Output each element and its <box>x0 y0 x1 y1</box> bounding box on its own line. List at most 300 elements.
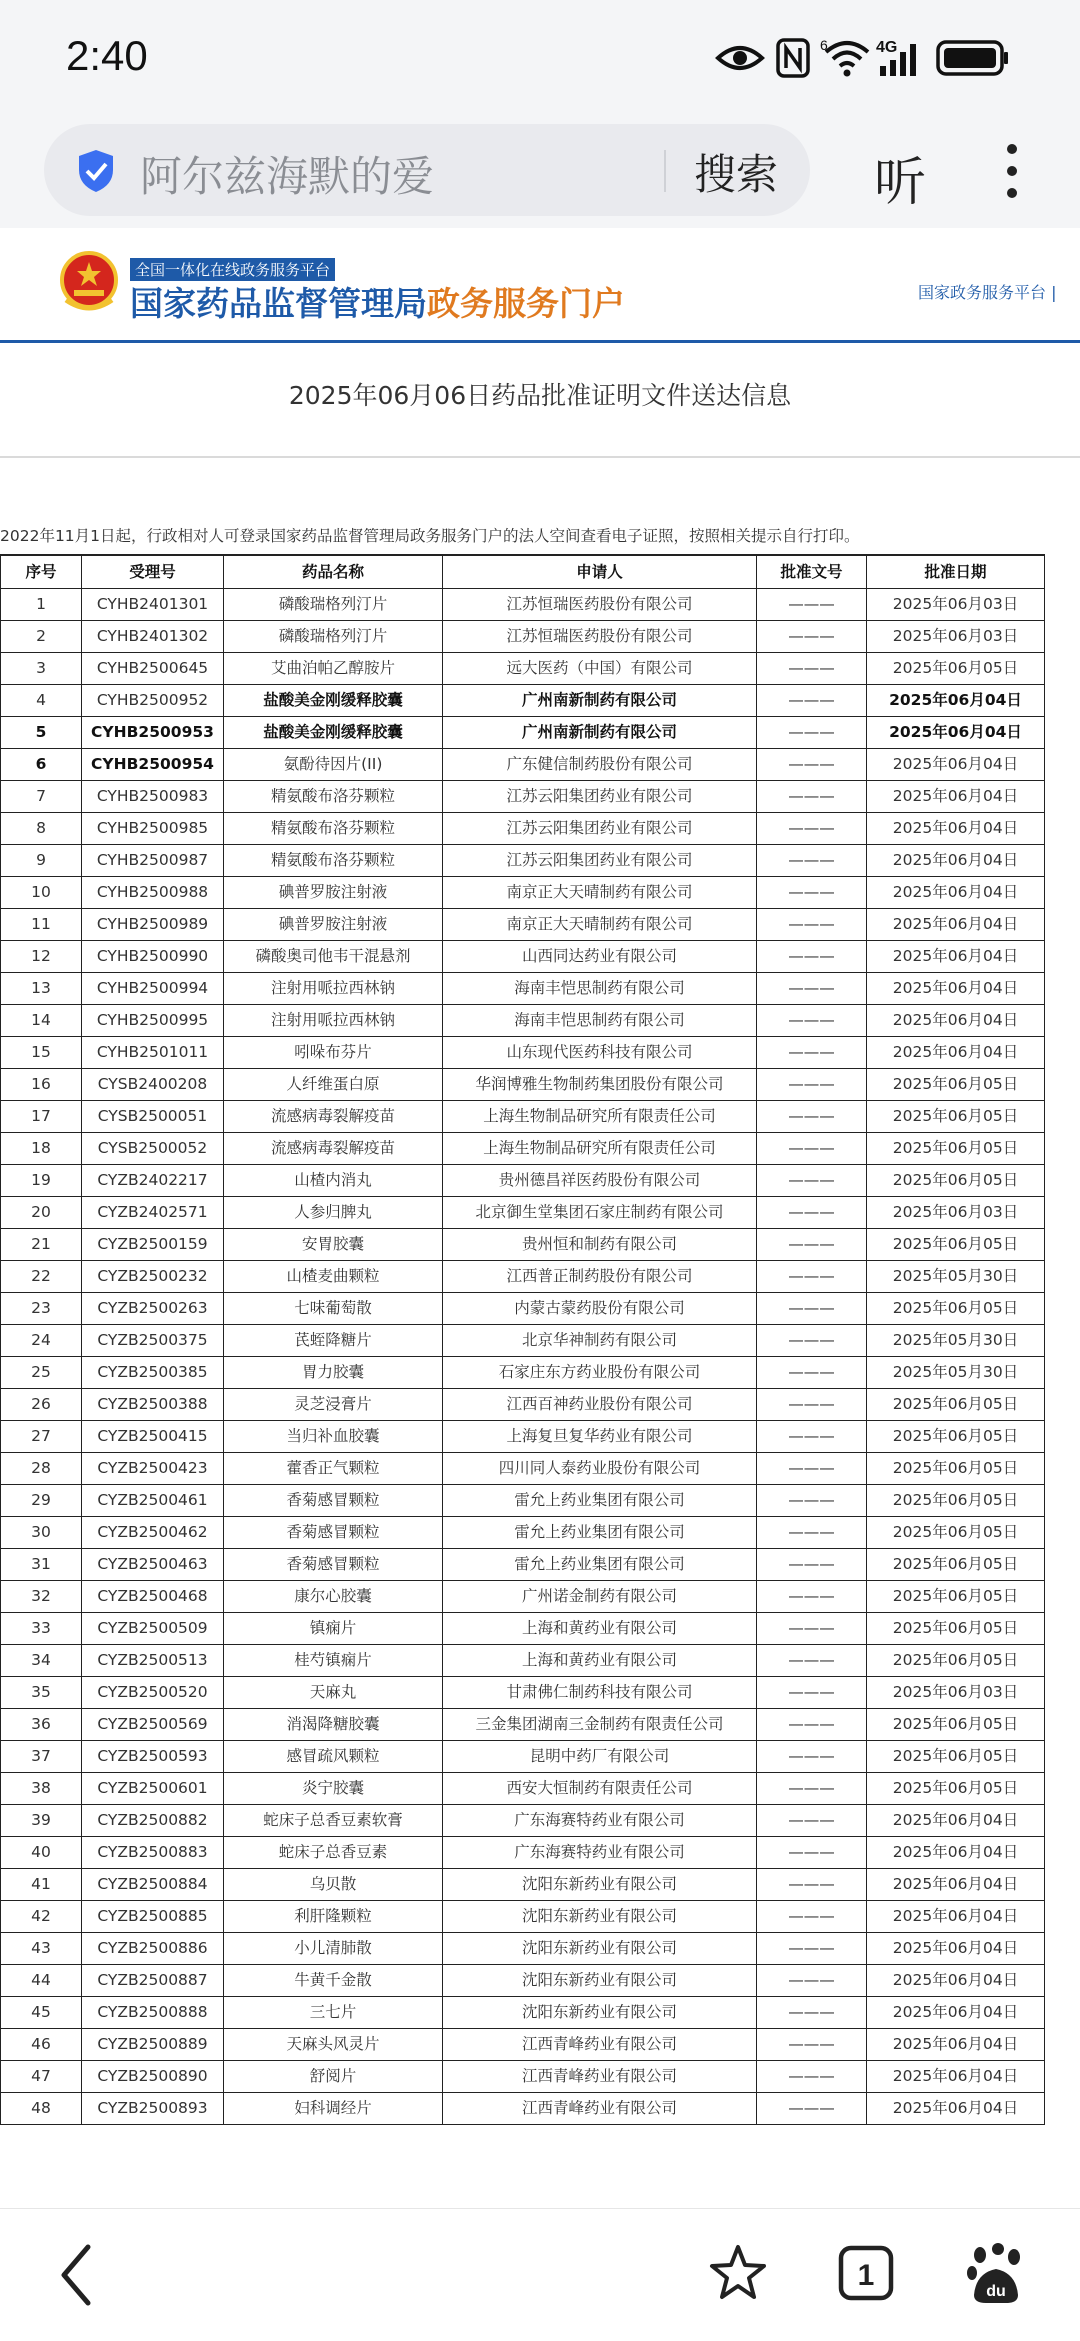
table-row <box>1 589 1045 621</box>
cell-acceptance-no: CYZB2500890 <box>82 2061 224 2093</box>
cell-approval-date: 2025年06月05日 <box>867 1773 1045 1805</box>
cell-applicant: 沈阳东新药业有限公司 <box>443 1997 757 2029</box>
search-button[interactable]: 搜索 <box>694 150 779 199</box>
cell-index: 16 <box>1 1069 82 1101</box>
cell-approval-no: ——— <box>757 1901 867 1933</box>
cell-applicant: 广州南新制药有限公司 <box>443 685 757 717</box>
cell-index: 4 <box>1 685 82 717</box>
table-row <box>1 621 1045 653</box>
cell-approval-date: 2025年06月05日 <box>867 1549 1045 1581</box>
cell-approval-no: ——— <box>757 781 867 813</box>
table-row <box>1 813 1045 845</box>
cell-applicant: 广东海赛特药业有限公司 <box>443 1805 757 1837</box>
table-row <box>1 685 1045 717</box>
table-row <box>1 1581 1045 1613</box>
cell-acceptance-no: CYZB2500468 <box>82 1581 224 1613</box>
cell-drug-name: 当归补血胶囊 <box>224 1421 443 1453</box>
cell-approval-date: 2025年06月05日 <box>867 1453 1045 1485</box>
cell-approval-date: 2025年06月05日 <box>867 1133 1045 1165</box>
cell-drug-name: 流感病毒裂解疫苗 <box>224 1101 443 1133</box>
cell-drug-name: 人参归脾丸 <box>224 1197 443 1229</box>
cell-approval-date: 2025年06月04日 <box>867 1933 1045 1965</box>
cell-approval-no: ——— <box>757 1677 867 1709</box>
table-row <box>1 1677 1045 1709</box>
table-row <box>1 1869 1045 1901</box>
status-time: 2:40 <box>66 32 148 79</box>
cell-approval-no: ——— <box>757 1069 867 1101</box>
cell-acceptance-no: CYZB2500520 <box>82 1677 224 1709</box>
cell-index: 22 <box>1 1261 82 1293</box>
cell-approval-date: 2025年06月05日 <box>867 1101 1045 1133</box>
cell-acceptance-no: CYZB2500513 <box>82 1645 224 1677</box>
header-approval-no: 批准文号 <box>757 555 867 589</box>
cell-applicant: 内蒙古蒙药股份有限公司 <box>443 1293 757 1325</box>
table-row <box>1 941 1045 973</box>
cell-index: 2 <box>1 621 82 653</box>
cell-applicant: 上海生物制品研究所有限责任公司 <box>443 1133 757 1165</box>
baidu-paw-icon[interactable] <box>966 2243 1026 2305</box>
cell-drug-name: 香菊感冒颗粒 <box>224 1517 443 1549</box>
cell-index: 43 <box>1 1933 82 1965</box>
cell-applicant: 石家庄东方药业股份有限公司 <box>443 1357 757 1389</box>
cell-approval-date: 2025年06月05日 <box>867 1069 1045 1101</box>
cell-applicant: 山东现代医药科技有限公司 <box>443 1037 757 1069</box>
cell-approval-date: 2025年06月05日 <box>867 1293 1045 1325</box>
more-icon[interactable] <box>1000 136 1024 206</box>
cell-approval-date: 2025年06月04日 <box>867 1037 1045 1069</box>
wifi-icon <box>822 38 872 78</box>
cell-index: 6 <box>1 749 82 781</box>
cell-applicant: 海南丰恺思制药有限公司 <box>443 973 757 1005</box>
cell-drug-name: 蛇床子总香豆素软膏 <box>224 1805 443 1837</box>
cell-drug-name: 三七片 <box>224 1997 443 2029</box>
brand-label: du <box>986 2283 1006 2300</box>
cell-approval-date: 2025年06月03日 <box>867 589 1045 621</box>
cell-applicant: 雷允上药业集团有限公司 <box>443 1549 757 1581</box>
cell-approval-no: ——— <box>757 1133 867 1165</box>
cell-acceptance-no: CYZB2500463 <box>82 1549 224 1581</box>
cell-approval-date: 2025年06月04日 <box>867 781 1045 813</box>
site-subtitle: 全国一体化在线政务服务平台 <box>130 258 335 281</box>
cell-approval-date: 2025年06月04日 <box>867 845 1045 877</box>
table-row <box>1 1421 1045 1453</box>
cell-acceptance-no: CYZB2500375 <box>82 1325 224 1357</box>
table-row <box>1 1069 1045 1101</box>
cell-acceptance-no: CYZB2500462 <box>82 1517 224 1549</box>
cell-acceptance-no: CYZB2500232 <box>82 1261 224 1293</box>
cell-approval-no: ——— <box>757 1197 867 1229</box>
cell-index: 13 <box>1 973 82 1005</box>
cell-drug-name: 盐酸美金刚缓释胶囊 <box>224 685 443 717</box>
cell-approval-date: 2025年06月05日 <box>867 1709 1045 1741</box>
cell-approval-date: 2025年06月05日 <box>867 1613 1045 1645</box>
cell-approval-no: ——— <box>757 1389 867 1421</box>
cell-approval-no: ——— <box>757 845 867 877</box>
cell-applicant: 雷允上药业集团有限公司 <box>443 1485 757 1517</box>
cell-approval-no: ——— <box>757 1293 867 1325</box>
cell-acceptance-no: CYHB2500990 <box>82 941 224 973</box>
cell-drug-name: 七味葡萄散 <box>224 1293 443 1325</box>
table-row <box>1 877 1045 909</box>
cell-index: 45 <box>1 1997 82 2029</box>
table-row <box>1 2061 1045 2093</box>
table-row <box>1 1485 1045 1517</box>
table-row <box>1 1005 1045 1037</box>
cell-applicant: 江西普正制药股份有限公司 <box>443 1261 757 1293</box>
cell-drug-name: 小儿清肺散 <box>224 1933 443 1965</box>
cell-index: 41 <box>1 1869 82 1901</box>
cell-applicant: 广东健信制药股份有限公司 <box>443 749 757 781</box>
table-row <box>1 1933 1045 1965</box>
cell-index: 27 <box>1 1421 82 1453</box>
shield-icon <box>76 148 116 194</box>
cell-drug-name: 碘普罗胺注射液 <box>224 877 443 909</box>
cell-approval-no: ——— <box>757 653 867 685</box>
cell-applicant: 山西同达药业有限公司 <box>443 941 757 973</box>
cell-acceptance-no: CYHB2401301 <box>82 589 224 621</box>
cell-approval-date: 2025年06月04日 <box>867 749 1045 781</box>
cell-approval-no: ——— <box>757 1101 867 1133</box>
cell-approval-no: ——— <box>757 1005 867 1037</box>
cell-index: 36 <box>1 1709 82 1741</box>
cell-drug-name: 康尔心胶囊 <box>224 1581 443 1613</box>
cell-acceptance-no: CYZB2500601 <box>82 1773 224 1805</box>
table-header-row <box>1 555 1045 589</box>
cell-acceptance-no: CYZB2500415 <box>82 1421 224 1453</box>
cell-drug-name: 香菊感冒颗粒 <box>224 1549 443 1581</box>
search-divider <box>664 150 666 192</box>
site-title-accent: 政务服务门户 <box>427 284 625 323</box>
wifi-badge: 6 <box>820 37 828 53</box>
cell-approval-date: 2025年06月04日 <box>867 2061 1045 2093</box>
cell-index: 31 <box>1 1549 82 1581</box>
cell-drug-name: 安胃胶囊 <box>224 1229 443 1261</box>
cell-acceptance-no: CYZB2500884 <box>82 1869 224 1901</box>
cell-acceptance-no: CYZB2402217 <box>82 1165 224 1197</box>
cell-approval-no: ——— <box>757 813 867 845</box>
cell-index: 7 <box>1 781 82 813</box>
cell-approval-date: 2025年06月04日 <box>867 1005 1045 1037</box>
table-row <box>1 1325 1045 1357</box>
listen-button[interactable]: 听 <box>874 153 927 213</box>
cell-acceptance-no: CYHB2500985 <box>82 813 224 845</box>
cell-drug-name: 精氨酸布洛芬颗粒 <box>224 813 443 845</box>
site-header <box>0 228 1080 343</box>
table-row <box>1 845 1045 877</box>
cell-drug-name: 注射用哌拉西林钠 <box>224 1005 443 1037</box>
cell-index: 19 <box>1 1165 82 1197</box>
cell-acceptance-no: CYHB2500995 <box>82 1005 224 1037</box>
cell-drug-name: 胃力胶囊 <box>224 1357 443 1389</box>
cell-index: 20 <box>1 1197 82 1229</box>
cell-approval-date: 2025年06月04日 <box>867 909 1045 941</box>
cell-approval-no: ——— <box>757 1517 867 1549</box>
table-row <box>1 1773 1045 1805</box>
cell-applicant: 贵州德昌祥医药股份有限公司 <box>443 1165 757 1197</box>
cell-approval-no: ——— <box>757 1421 867 1453</box>
cell-acceptance-no: CYZB2500423 <box>82 1453 224 1485</box>
status-bar <box>0 0 1080 120</box>
cell-drug-name: 感冒疏风颗粒 <box>224 1741 443 1773</box>
national-emblem-icon <box>58 250 120 316</box>
cell-acceptance-no: CYZB2500593 <box>82 1741 224 1773</box>
cell-approval-no: ——— <box>757 877 867 909</box>
cell-approval-date: 2025年06月04日 <box>867 2029 1045 2061</box>
title-divider <box>0 456 1080 458</box>
table-row <box>1 1613 1045 1645</box>
cell-acceptance-no: CYHB2401302 <box>82 621 224 653</box>
cell-acceptance-no: CYZB2402571 <box>82 1197 224 1229</box>
cell-acceptance-no: CYZB2500885 <box>82 1901 224 1933</box>
cell-index: 1 <box>1 589 82 621</box>
gov-service-platform-link[interactable]: 国家政务服务平台 | <box>918 283 1057 302</box>
browser-toolbar <box>0 120 1080 228</box>
cell-applicant: 江苏云阳集团药业有限公司 <box>443 781 757 813</box>
cell-approval-no: ——— <box>757 2093 867 2125</box>
search-query-text[interactable]: 阿尔兹海默的爱 <box>140 152 435 201</box>
table-row <box>1 1837 1045 1869</box>
cell-approval-no: ——— <box>757 1485 867 1517</box>
cell-approval-no: ——— <box>757 1645 867 1677</box>
cell-applicant: 雷允上药业集团有限公司 <box>443 1517 757 1549</box>
cell-approval-no: ——— <box>757 1037 867 1069</box>
cell-index: 9 <box>1 845 82 877</box>
cell-applicant: 西安大恒制药有限责任公司 <box>443 1773 757 1805</box>
cell-index: 46 <box>1 2029 82 2061</box>
cell-drug-name: 灵芝浸膏片 <box>224 1389 443 1421</box>
table-row <box>1 717 1045 749</box>
cell-drug-name: 芪蛭降糖片 <box>224 1325 443 1357</box>
cell-approval-date: 2025年06月05日 <box>867 1485 1045 1517</box>
back-icon[interactable] <box>56 2243 96 2307</box>
cell-approval-date: 2025年06月03日 <box>867 621 1045 653</box>
cell-applicant: 江西青峰药业有限公司 <box>443 2061 757 2093</box>
cell-drug-name: 磷酸瑞格列汀片 <box>224 589 443 621</box>
cell-drug-name: 山楂内消丸 <box>224 1165 443 1197</box>
cell-index: 35 <box>1 1677 82 1709</box>
cell-approval-date: 2025年06月04日 <box>867 1869 1045 1901</box>
cell-approval-no: ——— <box>757 1613 867 1645</box>
table-row <box>1 1389 1045 1421</box>
cell-applicant: 南京正大天晴制药有限公司 <box>443 877 757 909</box>
cell-drug-name: 妇科调经片 <box>224 2093 443 2125</box>
table-body <box>1 589 1045 2125</box>
cell-approval-no: ——— <box>757 1709 867 1741</box>
cell-acceptance-no: CYZB2500569 <box>82 1709 224 1741</box>
cell-drug-name: 镇痫片 <box>224 1613 443 1645</box>
cell-applicant: 华润博雅生物制药集团股份有限公司 <box>443 1069 757 1101</box>
cell-acceptance-no: CYZB2500883 <box>82 1837 224 1869</box>
cell-acceptance-no: CYSB2500051 <box>82 1101 224 1133</box>
cell-drug-name: 山楂麦曲颗粒 <box>224 1261 443 1293</box>
cell-drug-name: 炎宁胶囊 <box>224 1773 443 1805</box>
table-row <box>1 1549 1045 1581</box>
cell-approval-date: 2025年06月05日 <box>867 1581 1045 1613</box>
header-drug-name: 药品名称 <box>224 555 443 589</box>
cell-drug-name: 天麻头风灵片 <box>224 2029 443 2061</box>
cell-approval-date: 2025年06月04日 <box>867 1837 1045 1869</box>
nfc-icon <box>776 38 810 78</box>
cell-approval-no: ——— <box>757 1837 867 1869</box>
table-row <box>1 1741 1045 1773</box>
cell-drug-name: 吲哚布芬片 <box>224 1037 443 1069</box>
star-icon[interactable] <box>708 2243 768 2303</box>
cell-approval-no: ——— <box>757 621 867 653</box>
cell-index: 47 <box>1 2061 82 2093</box>
cell-applicant: 贵州恒和制药有限公司 <box>443 1229 757 1261</box>
cell-drug-name: 磷酸奥司他韦干混悬剂 <box>224 941 443 973</box>
cell-applicant: 上海和黄药业有限公司 <box>443 1645 757 1677</box>
cell-index: 15 <box>1 1037 82 1069</box>
cell-index: 10 <box>1 877 82 909</box>
signal-icon <box>876 38 932 78</box>
cell-approval-date: 2025年06月05日 <box>867 1421 1045 1453</box>
cell-approval-date: 2025年06月04日 <box>867 973 1045 1005</box>
cell-applicant: 上海和黄药业有限公司 <box>443 1613 757 1645</box>
table-row <box>1 1901 1045 1933</box>
header-approval-date: 批准日期 <box>867 555 1045 589</box>
table-row <box>1 909 1045 941</box>
cell-approval-date: 2025年05月30日 <box>867 1325 1045 1357</box>
cell-drug-name: 氨酚待因片(II) <box>224 749 443 781</box>
cell-acceptance-no: CYHB2500983 <box>82 781 224 813</box>
cell-acceptance-no: CYHB2500994 <box>82 973 224 1005</box>
cell-index: 21 <box>1 1229 82 1261</box>
cell-applicant: 沈阳东新药业有限公司 <box>443 1933 757 1965</box>
cell-approval-date: 2025年05月30日 <box>867 1261 1045 1293</box>
cell-applicant: 江苏恒瑞医药股份有限公司 <box>443 621 757 653</box>
cell-approval-date: 2025年06月04日 <box>867 1965 1045 1997</box>
cell-approval-date: 2025年06月05日 <box>867 1645 1045 1677</box>
table-row <box>1 1165 1045 1197</box>
cell-approval-date: 2025年06月03日 <box>867 1197 1045 1229</box>
cell-approval-date: 2025年06月03日 <box>867 1677 1045 1709</box>
cell-approval-date: 2025年06月04日 <box>867 717 1045 749</box>
cell-approval-no: ——— <box>757 1453 867 1485</box>
cell-approval-no: ——— <box>757 589 867 621</box>
cell-approval-no: ——— <box>757 1869 867 1901</box>
cell-approval-no: ——— <box>757 2029 867 2061</box>
cell-applicant: 江苏云阳集团药业有限公司 <box>443 845 757 877</box>
cell-approval-no: ——— <box>757 1933 867 1965</box>
cell-index: 32 <box>1 1581 82 1613</box>
site-title[interactable] <box>130 278 625 325</box>
cell-acceptance-no: CYZB2500893 <box>82 2093 224 2125</box>
cell-drug-name: 利肝隆颗粒 <box>224 1901 443 1933</box>
header-index: 序号 <box>1 555 82 589</box>
cell-approval-date: 2025年06月05日 <box>867 1517 1045 1549</box>
page-title: 2025年06月06日药品批准证明文件送达信息 <box>288 381 792 410</box>
cell-applicant: 北京御生堂集团石家庄制药有限公司 <box>443 1197 757 1229</box>
cell-drug-name: 乌贝散 <box>224 1869 443 1901</box>
cell-applicant: 广州诺金制药有限公司 <box>443 1581 757 1613</box>
cell-drug-name: 消渴降糖胶囊 <box>224 1709 443 1741</box>
cell-acceptance-no: CYHB2500989 <box>82 909 224 941</box>
cell-applicant: 沈阳东新药业有限公司 <box>443 1901 757 1933</box>
cell-acceptance-no: CYZB2500388 <box>82 1389 224 1421</box>
cell-acceptance-no: CYHB2500988 <box>82 877 224 909</box>
cell-index: 23 <box>1 1293 82 1325</box>
cell-acceptance-no: CYSB2400208 <box>82 1069 224 1101</box>
cell-approval-date: 2025年06月05日 <box>867 653 1045 685</box>
cell-index: 28 <box>1 1453 82 1485</box>
table-row <box>1 1101 1045 1133</box>
cell-applicant: 甘肃佛仁制药科技有限公司 <box>443 1677 757 1709</box>
address-search-box[interactable] <box>44 124 810 216</box>
cell-approval-no: ——— <box>757 1165 867 1197</box>
cell-approval-date: 2025年06月05日 <box>867 1229 1045 1261</box>
cell-approval-date: 2025年06月04日 <box>867 1901 1045 1933</box>
cell-approval-no: ——— <box>757 1229 867 1261</box>
cell-drug-name: 磷酸瑞格列汀片 <box>224 621 443 653</box>
table-row <box>1 2029 1045 2061</box>
table-row <box>1 1805 1045 1837</box>
header-acceptance-no: 受理号 <box>82 555 224 589</box>
table-row <box>1 1997 1045 2029</box>
cell-acceptance-no: CYZB2500385 <box>82 1357 224 1389</box>
table-row <box>1 973 1045 1005</box>
eye-icon <box>716 38 764 78</box>
cell-approval-date: 2025年06月04日 <box>867 813 1045 845</box>
cell-approval-no: ——— <box>757 2061 867 2093</box>
cell-acceptance-no: CYHB2500987 <box>82 845 224 877</box>
table-row <box>1 1229 1045 1261</box>
cell-index: 44 <box>1 1965 82 1997</box>
cell-acceptance-no: CYHB2500953 <box>82 717 224 749</box>
cell-acceptance-no: CYHB2500645 <box>82 653 224 685</box>
cell-acceptance-no: CYZB2500889 <box>82 2029 224 2061</box>
table-row <box>1 1293 1045 1325</box>
cell-applicant: 昆明中药厂有限公司 <box>443 1741 757 1773</box>
table-row <box>1 1709 1045 1741</box>
cell-drug-name: 盐酸美金刚缓释胶囊 <box>224 717 443 749</box>
cell-acceptance-no: CYZB2500887 <box>82 1965 224 1997</box>
cell-applicant: 三金集团湖南三金制药有限责任公司 <box>443 1709 757 1741</box>
tabs-icon[interactable] <box>838 2243 894 2303</box>
cell-approval-date: 2025年06月05日 <box>867 1165 1045 1197</box>
cell-index: 39 <box>1 1805 82 1837</box>
cell-applicant: 远大医药（中国）有限公司 <box>443 653 757 685</box>
cell-approval-no: ——— <box>757 1997 867 2029</box>
cell-index: 8 <box>1 813 82 845</box>
table-row <box>1 781 1045 813</box>
cell-applicant: 南京正大天晴制药有限公司 <box>443 909 757 941</box>
cell-approval-no: ——— <box>757 1261 867 1293</box>
cell-drug-name: 香菊感冒颗粒 <box>224 1485 443 1517</box>
cell-acceptance-no: CYZB2500159 <box>82 1229 224 1261</box>
cell-drug-name: 人纤维蛋白原 <box>224 1069 443 1101</box>
cell-index: 33 <box>1 1613 82 1645</box>
cell-index: 18 <box>1 1133 82 1165</box>
cell-applicant: 广东海赛特药业有限公司 <box>443 1837 757 1869</box>
cell-approval-date: 2025年06月04日 <box>867 1997 1045 2029</box>
cell-index: 37 <box>1 1741 82 1773</box>
network-type: 4G <box>876 39 898 56</box>
cell-applicant: 江苏云阳集团药业有限公司 <box>443 813 757 845</box>
table-row <box>1 1037 1045 1069</box>
cell-approval-date: 2025年06月04日 <box>867 877 1045 909</box>
cell-drug-name: 精氨酸布洛芬颗粒 <box>224 845 443 877</box>
cell-approval-date: 2025年06月04日 <box>867 2093 1045 2125</box>
cell-approval-no: ——— <box>757 1741 867 1773</box>
cell-approval-no: ——— <box>757 973 867 1005</box>
cell-applicant: 江西百神药业股份有限公司 <box>443 1389 757 1421</box>
bottom-navigation <box>0 2208 1080 2341</box>
table-row <box>1 2093 1045 2125</box>
cell-index: 29 <box>1 1485 82 1517</box>
cell-index: 25 <box>1 1357 82 1389</box>
approval-table <box>0 554 1045 2125</box>
